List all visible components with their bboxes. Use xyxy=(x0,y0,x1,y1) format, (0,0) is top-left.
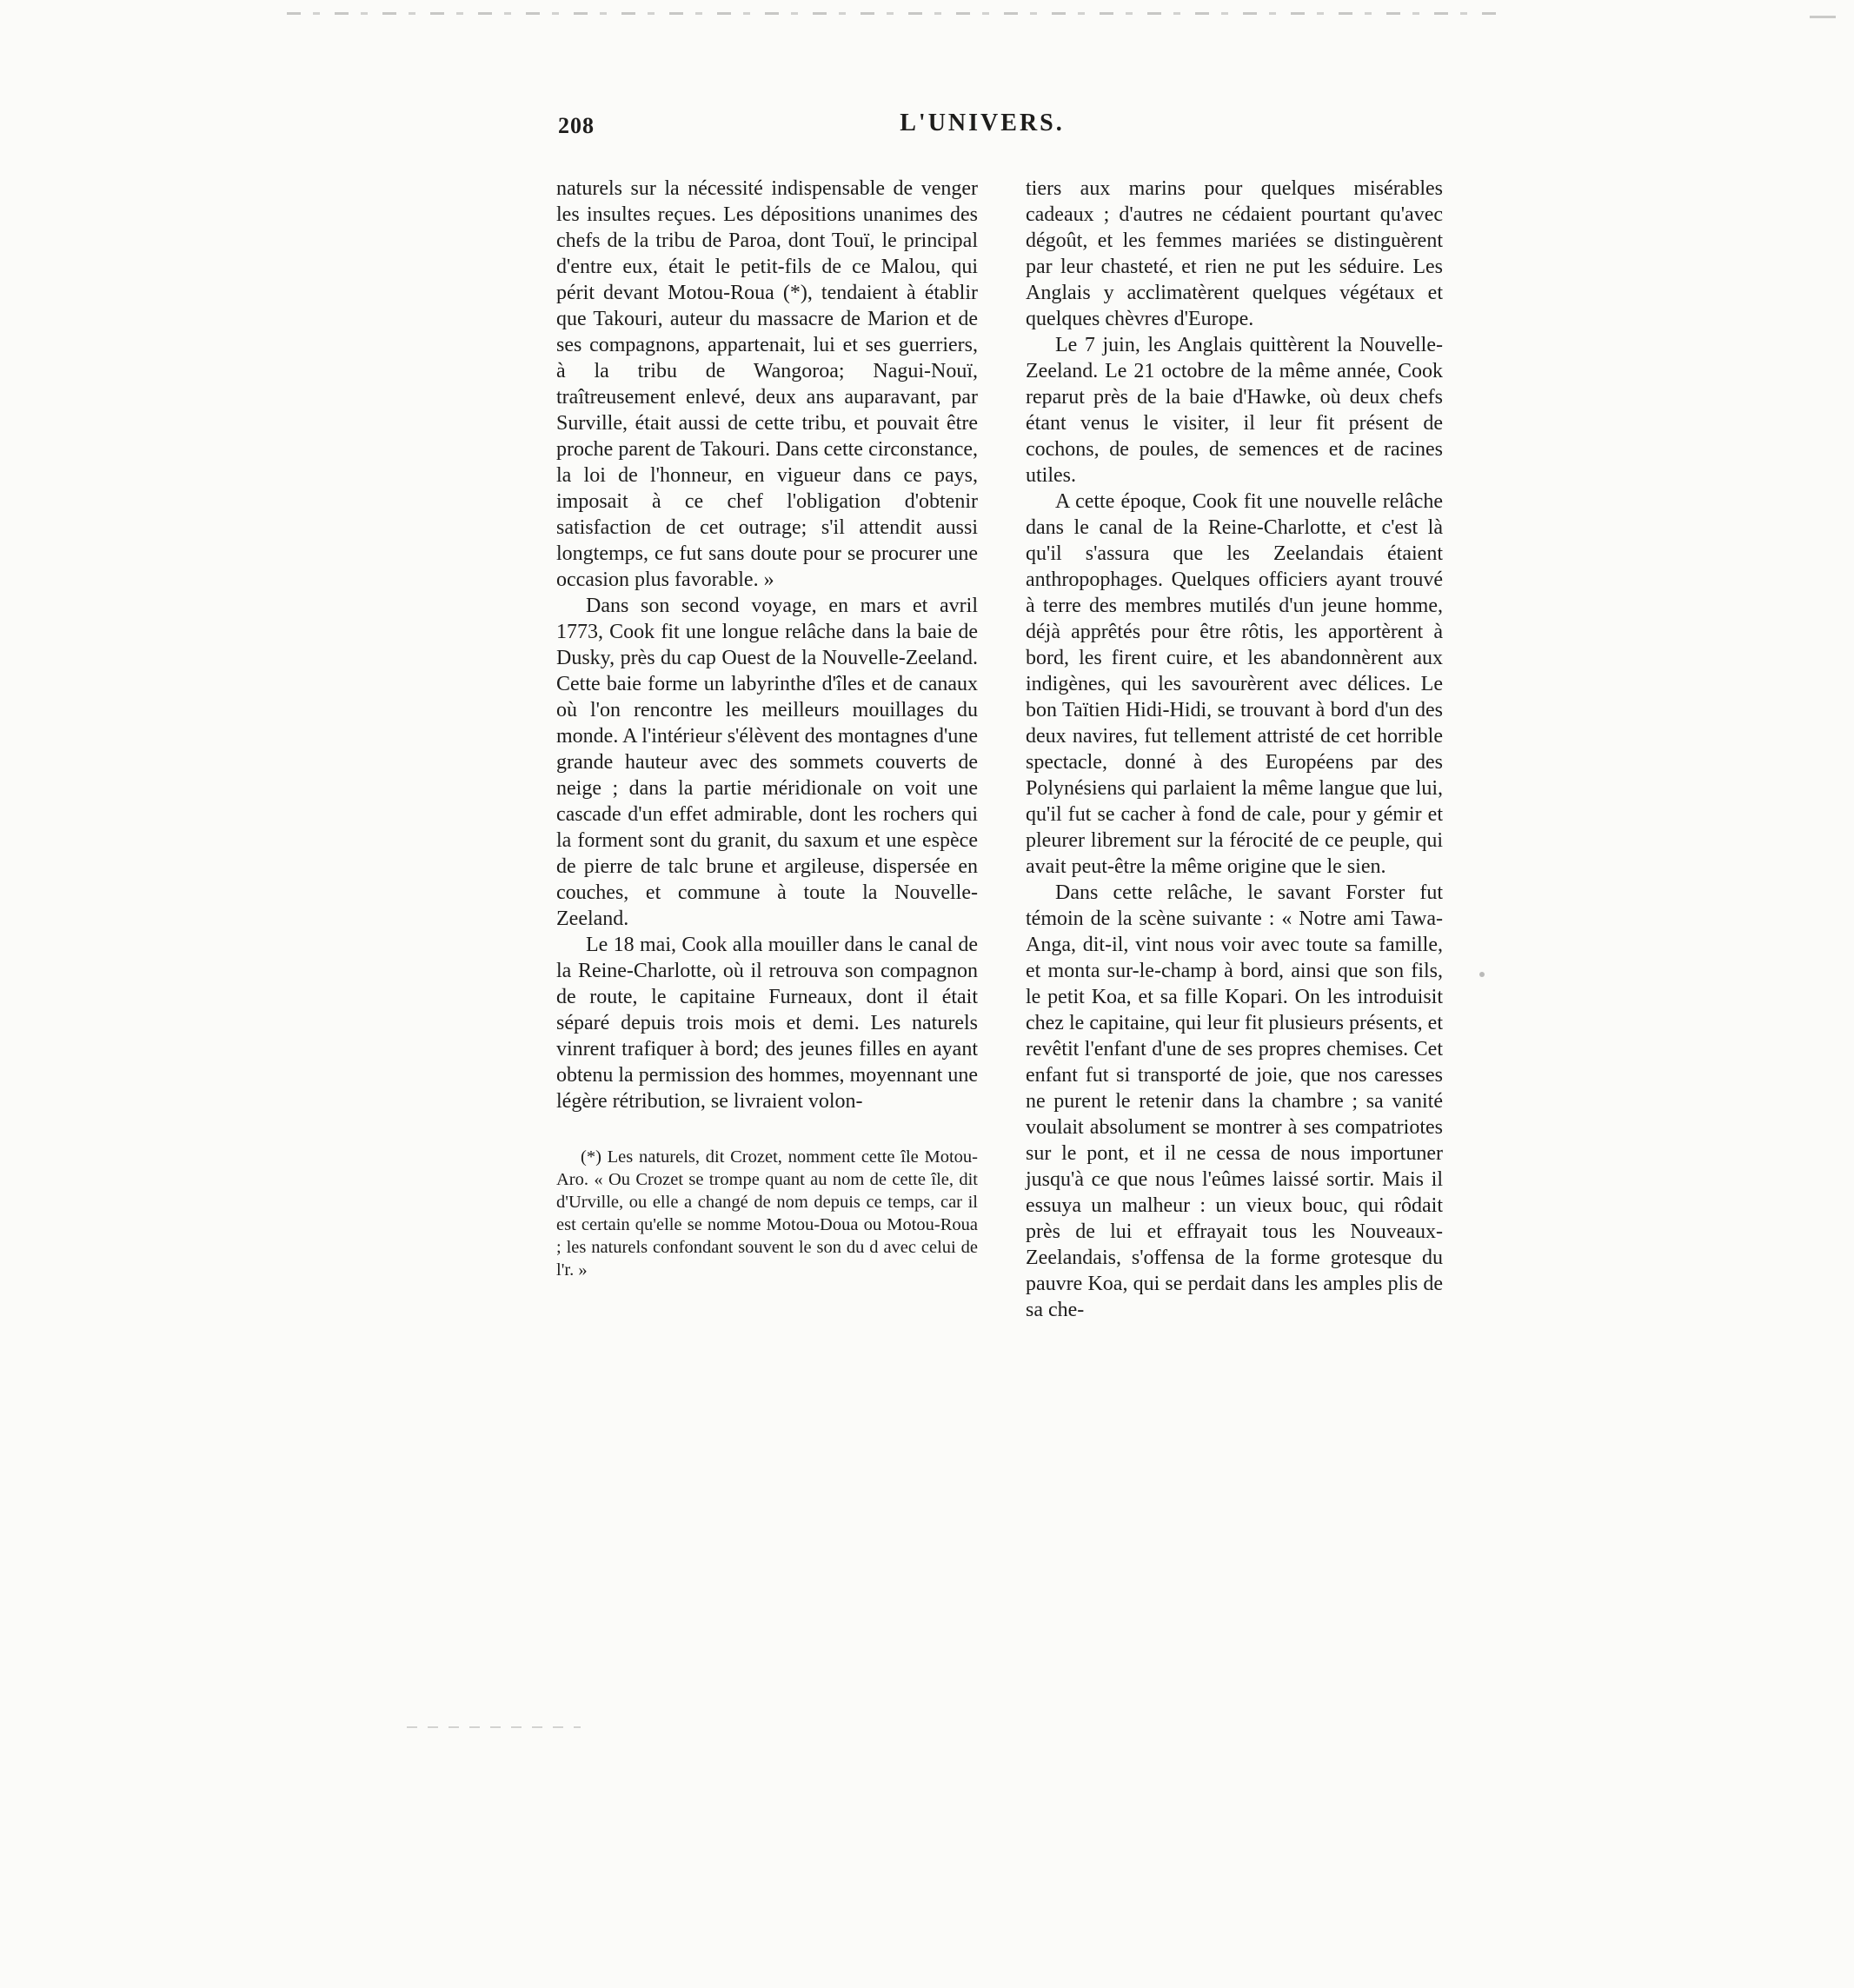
right-column xyxy=(1026,176,1443,1323)
footnote-block xyxy=(556,1146,978,1281)
paragraph-right-1: tiers aux marins pour quelques misérables cadeaux ; d'autres ne cédaient pourtant qu'avec dégoût, et les femmes mariées se distinguèrent par leur chasteté, et rien ne put les séduire. Les Anglais y acclimatèrent quelques végétaux et quelques chèvres d'Europe. xyxy=(1026,177,1443,330)
scan-artifact-margin-dot xyxy=(1479,972,1485,977)
footnote-text: (*) Les naturels, dit Crozet, nomment cette île Motou-Aro. « Ou Crozet se trompe quant au nom de cette île, dit d'Urville, ou elle a changé de nom depuis ce temps, car il est certain qu'elle se nomme Motou-Doua ou Motou-Roua ; les naturels confondant souvent le son du d avec celui de l'r. » xyxy=(556,1147,978,1280)
scan-artifact-top-right-dash xyxy=(1810,16,1836,18)
page-header xyxy=(556,110,1443,148)
page-title: L'UNIVERS. xyxy=(900,110,1065,136)
page-content xyxy=(556,110,1443,1323)
paragraph-left-2: Dans son second voyage, en mars et avril 1773, Cook fit une longue relâche dans la baie de Dusky, près du cap Ouest de la Nouvelle-Zeeland. Cette baie forme un labyrinthe d'îles et de canaux où l'on rencontre les meilleurs mouillages du monde. A l'intérieur s'élèvent des montagnes d'une grande hauteur avec des sommets couverts de neige ; dans la partie méridionale on voit une cascade d'un effet admirable, dont les rochers qui la forment sont du granit, du saxum et une espèce de pierre de talc brune et argileuse, dispersée en couches, et commune à toute la Nouvelle-Zeeland. xyxy=(556,595,978,930)
paragraph-left-1: naturels sur la nécessité indispensable de venger les insultes reçues. Les dépositions unanimes des chefs de la tribu de Paroa, dont Touï, le principal d'entre eux, était le petit-fils de ce Malou, qui périt devant Motou-Roua (*), tendaient à établir que Takouri, auteur du massacre de Marion et de ses compagnons, appartenait, lui et ses guerriers, à la tribu de Wangoroa; Nagui-Nouï, traîtreusement enlevé, deux ans auparavant, par Surville, était aussi de cette tribu, et pouvait être proche parent de Takouri. Dans cette circonstance, la loi de l'honneur, en vigueur dans ce pays, imposait à ce chef l'obligation d'obtenir satisfaction de cet outrage; s'il attendit aussi longtemps, ce fut sans doute pour se procurer une occasion plus favorable. » xyxy=(556,177,978,591)
paragraph-left-3: Le 18 mai, Cook alla mouiller dans le canal de la Reine-Charlotte, où il retrouva son compagnon de route, le capitaine Furneaux, dont il était séparé depuis trois mois et demi. Les naturels vinrent trafiquer à bord; des jeunes filles en ayant obtenu la permission des hommes, moyennant une légère rétribution, se livraient volon- xyxy=(556,934,978,1113)
scan-artifact-top-line xyxy=(287,12,1504,15)
paragraph-right-2: Le 7 juin, les Anglais quittèrent la Nouvelle-Zeeland. Le 21 octobre de la même année, Cook reparut près de la baie d'Hawke, où deux chefs étant venus le visiter, il leur fit présent de cochons, de poules, de semences et de racines utiles. xyxy=(1026,334,1443,487)
paragraph-right-3: A cette époque, Cook fit une nouvelle relâche dans le canal de la Reine-Charlotte, et c'est là qu'il s'assura que les Zeelandais étaient anthropophages. Quelques officiers ayant trouvé à terre des membres mutilés d'un jeune homme, déjà apprêtés pour être rôtis, les apportèrent à bord, les firent cuire, et les abandonnèrent aux indigènes, qui les savourèrent avec délices. Le bon Taïtien Hidi-Hidi, se trouvant à bord d'un des deux navires, fut tellement attristé de cet horrible spectacle, donné à des Européens par des Polynésiens qui parlaient la même langue que lui, qu'il fut se cacher à fond de cale, pour y gémir et pleurer librement sur la férocité de ce peuple, qui avait peut-être la même origine que le sien. xyxy=(1026,490,1443,878)
paragraph-right-4: Dans cette relâche, le savant Forster fut témoin de la scène suivante : « Notre ami Tawa-Anga, dit-il, vint nous voir avec toute sa famille, et monta sur-le-champ à bord, ainsi que son fils, le petit Koa, et sa fille Kopari. On les introduisit chez le capitaine, qui leur fit plusieurs présents, et revêtit l'enfant d'une de ses propres chemises. Cet enfant fut si transporté de joie, que nos caresses ne purent le retenir dans la chambre ; sa vanité voulait absolument se montrer à ses compatriotes sur le pont, et il ne cessa de nous importuner jusqu'à ce que nous l'eûmes laissé sortir. Mais il essuya un malheur : un vieux bouc, qui rôdait près de lui et effrayait tous les Nouveaux-Zeelandais, s'offensa de la forme grotesque du pauvre Koa, qui se perdait dans les amples plis de sa che- xyxy=(1026,881,1443,1321)
left-column xyxy=(556,176,978,1281)
text-columns xyxy=(556,176,1443,1323)
page-number: 208 xyxy=(558,113,595,138)
scan-artifact-bottom-line xyxy=(407,1726,581,1728)
